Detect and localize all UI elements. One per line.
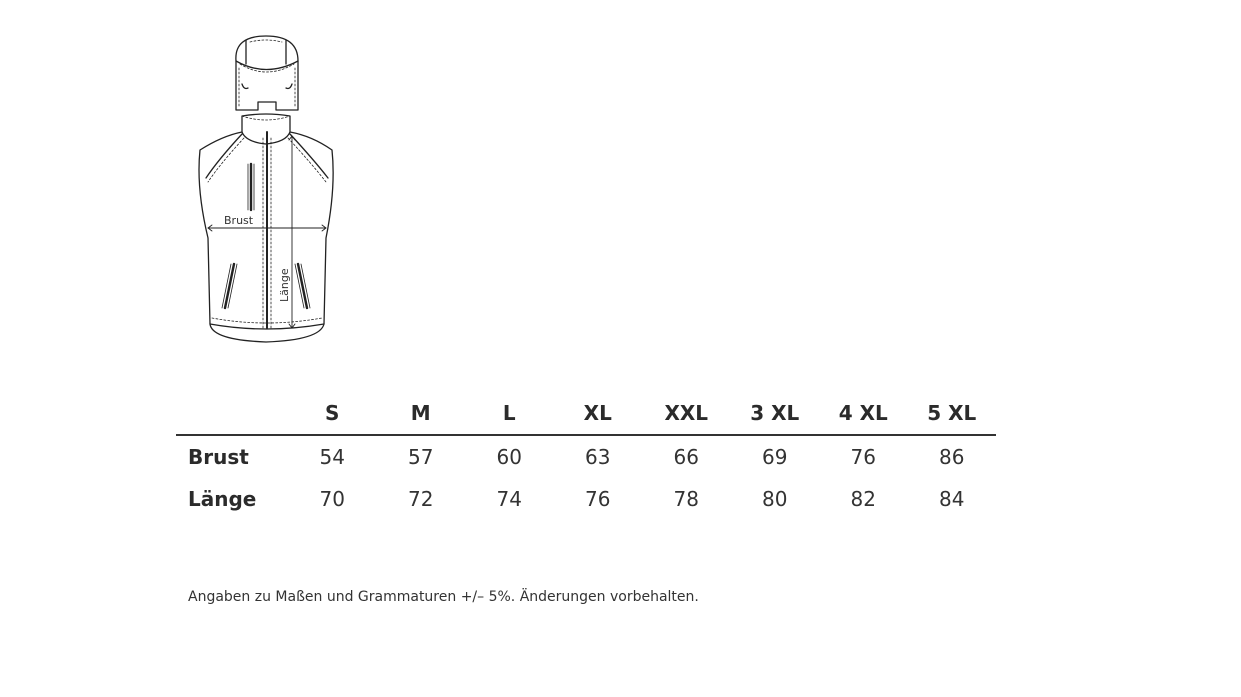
table-cell: 74 xyxy=(496,487,522,511)
chest-measure-label: Brust xyxy=(224,214,254,227)
size-header: M xyxy=(377,392,466,435)
size-header-row xyxy=(176,392,996,435)
table-cell: 63 xyxy=(585,445,611,469)
table-cell: 80 xyxy=(762,487,788,511)
table-row-length xyxy=(176,478,996,520)
table-cell: 78 xyxy=(673,487,699,511)
size-header: S xyxy=(288,392,377,435)
header-blank-cell xyxy=(176,392,288,435)
table-cell: 69 xyxy=(762,445,788,469)
table-cell: 54 xyxy=(319,445,345,469)
table-row-chest xyxy=(176,435,996,478)
size-header: XXL xyxy=(642,392,731,435)
size-header: L xyxy=(465,392,554,435)
table-cell: 76 xyxy=(585,487,611,511)
table-cell: 57 xyxy=(408,445,434,469)
table-cell: 76 xyxy=(850,445,876,469)
size-header: 4 XL xyxy=(819,392,908,435)
hood-drawing xyxy=(236,36,298,110)
table-cell: 60 xyxy=(496,445,522,469)
table-cell: 72 xyxy=(408,487,434,511)
table-cell: 82 xyxy=(850,487,876,511)
size-header: 3 XL xyxy=(731,392,820,435)
vest-illustration xyxy=(190,28,350,348)
size-table xyxy=(176,392,996,520)
length-measure-label: Länge xyxy=(278,268,291,302)
footnote: Angaben zu Maßen und Grammaturen +/– 5%. Änderungen vorbehalten. xyxy=(188,589,699,605)
size-header: 5 XL xyxy=(908,392,997,435)
table-cell: 70 xyxy=(319,487,345,511)
size-header: XL xyxy=(554,392,643,435)
table-cell: 66 xyxy=(673,445,699,469)
row-label: Brust xyxy=(188,445,249,469)
table-cell: 86 xyxy=(939,445,965,469)
table-cell: 84 xyxy=(939,487,965,511)
row-label: Länge xyxy=(188,487,257,511)
